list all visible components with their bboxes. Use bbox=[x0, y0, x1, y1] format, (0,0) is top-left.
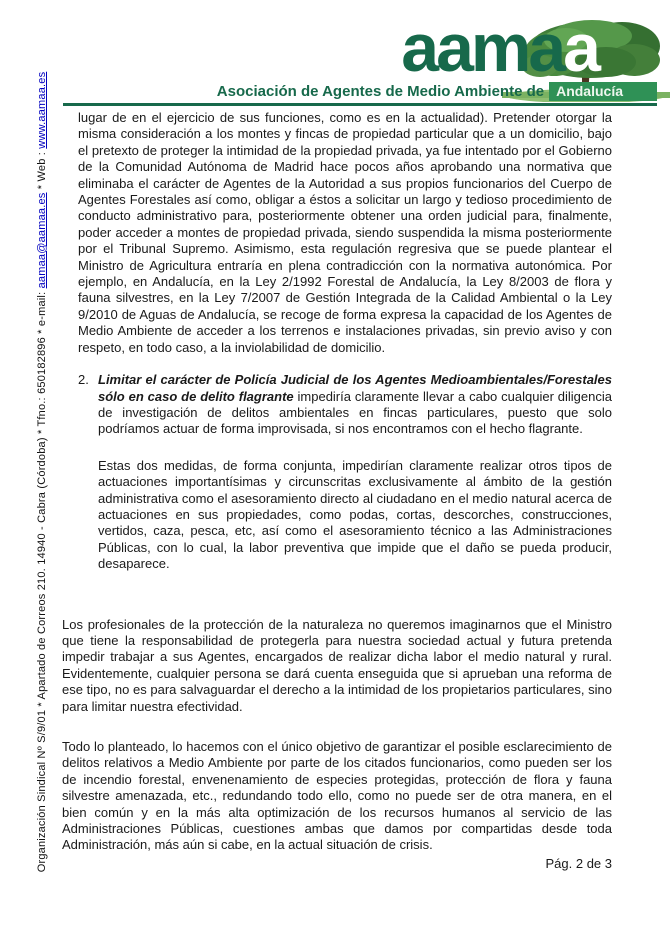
email-link[interactable]: aamaa@aamaa.es bbox=[36, 192, 48, 289]
list-item-lead: Limitar el carácter de Policía Judicial de los Agentes Medioambientales/Forestales sólo en caso de delito flagrante bbox=[98, 372, 612, 404]
website-link[interactable]: www.aamaa.es bbox=[36, 71, 48, 149]
org-subtitle-text: Asociación de Agentes de Medio Ambiente de bbox=[216, 83, 545, 100]
paragraph-professionals: Los profesionales de la protección de la naturaleza no queremos imaginarnos que el Ministro que tiene la responsabilidad de protegerla para nuestra sociedad actual y futura pretenda impedir trabajar a sus Agentes, encargados de realizar dicha labor el medio natural y rural. Evidentemente, cualquier persona se dará cuenta enseguida que si aprueban una reforma de ese tipo, no es para salvaguardar el derecho a la intimidad de los propietarios particulares, sino para limitar nuestra efectividad. bbox=[62, 616, 612, 714]
paragraph-continuation: lugar de en el ejercicio de sus funciones, como es en la actualidad). Pretender otorgar la misma consideración a los montes y fincas de propiedad particular que a un domicilio, bajo el pretexto de proteger la intimidad de la propiedad privada, ya fue intentado por el Gobierno de la Comunidad Autónoma de Madrid hace pocos años aprobando una normativa que eliminaba el carácter de Agentes de la Autoridad a sus propios funcionarios del Cuerpo de Agentes Forestales así como, obligar a éstos a solicitar un largo y tedioso procedimiento de conducto administrativo para, posteriormente obtener una orden judicial para, finalmente, poder acceder a montes de propiedad privada, siendo suspendida la misma posteriormente por el Tribunal Supremo. Asimismo, esta regulación regresiva que se puede plantear el Ministro de Agricultura entraría en plena contradicción con la normativa autonómica. Por ejemplo, en Andalucía, en la Ley 2/1992 Forestal de Andalucía, la Ley 8/2003 de flora y fauna silvestres, en la Ley 7/2007 de Gestión Integrada de la Calidad Ambiental o la Ley 9/2010 de Aguas de Andalucía, se recoge de forma expresa la capacidad de los Agentes de Medio Ambiente de acceder a los terrenos e instalaciones privadas, sin previo aviso y con respeto, en todo caso, a la inviolabilidad de domicilio. bbox=[78, 110, 612, 355]
contact-info-separator: * Web : bbox=[36, 148, 48, 193]
org-logo bbox=[401, 10, 598, 86]
list-item-text bbox=[98, 372, 612, 438]
vertical-contact-info bbox=[36, 72, 48, 873]
paragraph-measures: Estas dos medidas, de forma conjunta, impedirían claramente realizar otros tipos de actuaciones importantísimas y circunscritas exclusivamente al ámbito de la gestión administrativa como el asesoramiento directo al ciudadano en el medio natural acerca de actuaciones en sus propiedades, como podas, cortas, descorches, construcciones, vertidos, caza, pesca, etc, así como el asesoramiento técnico a las Administraciones Públicas, con lo cual, la labor preventiva que impide que el daño se pueda producir, desaparece. bbox=[98, 457, 612, 572]
header-divider bbox=[63, 103, 657, 106]
page-number: Pág. 2 de 3 bbox=[545, 855, 612, 871]
paragraph-objective: Todo lo planteado, lo hacemos con el único objetivo de garantizar el posible esclarecimiento de delitos relativos a Medio Ambiente por parte de los citados funcionarios, como pueden ser los de incendio forestal, envenenamiento de especies protegidas, protección de flora y fauna silvestre amenazada, etc., redundando todo ello, como no puede ser de otra manera, en el bien común y en la más alta optimización de los recursos humanos al servicio de las Administraciones Públicas, cuestiones ambas que damos por compartidas desde toda Administración, más aún si cabe, en la actual situación de crisis. bbox=[62, 739, 612, 853]
contact-info-text: Organización Sindical Nº S/9/01 * Apartado de Correos 210. 14940 - Cabra (Córdoba) * Tfno.: 650182896 * e-mail: bbox=[36, 288, 48, 873]
list-item-2 bbox=[78, 372, 612, 438]
list-item-number: 2. bbox=[78, 372, 89, 388]
list-item-rest: impediría claramente llevar a cabo cualquier diligencia de investigación de delitos ambientales en fincas particulares, puesto que solo podríamos actuar de forma improvisada, si nos encontramos con el hecho flagrante. bbox=[98, 388, 612, 437]
region-badge: Andalucía bbox=[549, 82, 657, 101]
letter-body bbox=[62, 110, 612, 872]
org-logo-last-letter: a bbox=[563, 10, 598, 86]
org-logo-text: aama bbox=[401, 10, 564, 86]
